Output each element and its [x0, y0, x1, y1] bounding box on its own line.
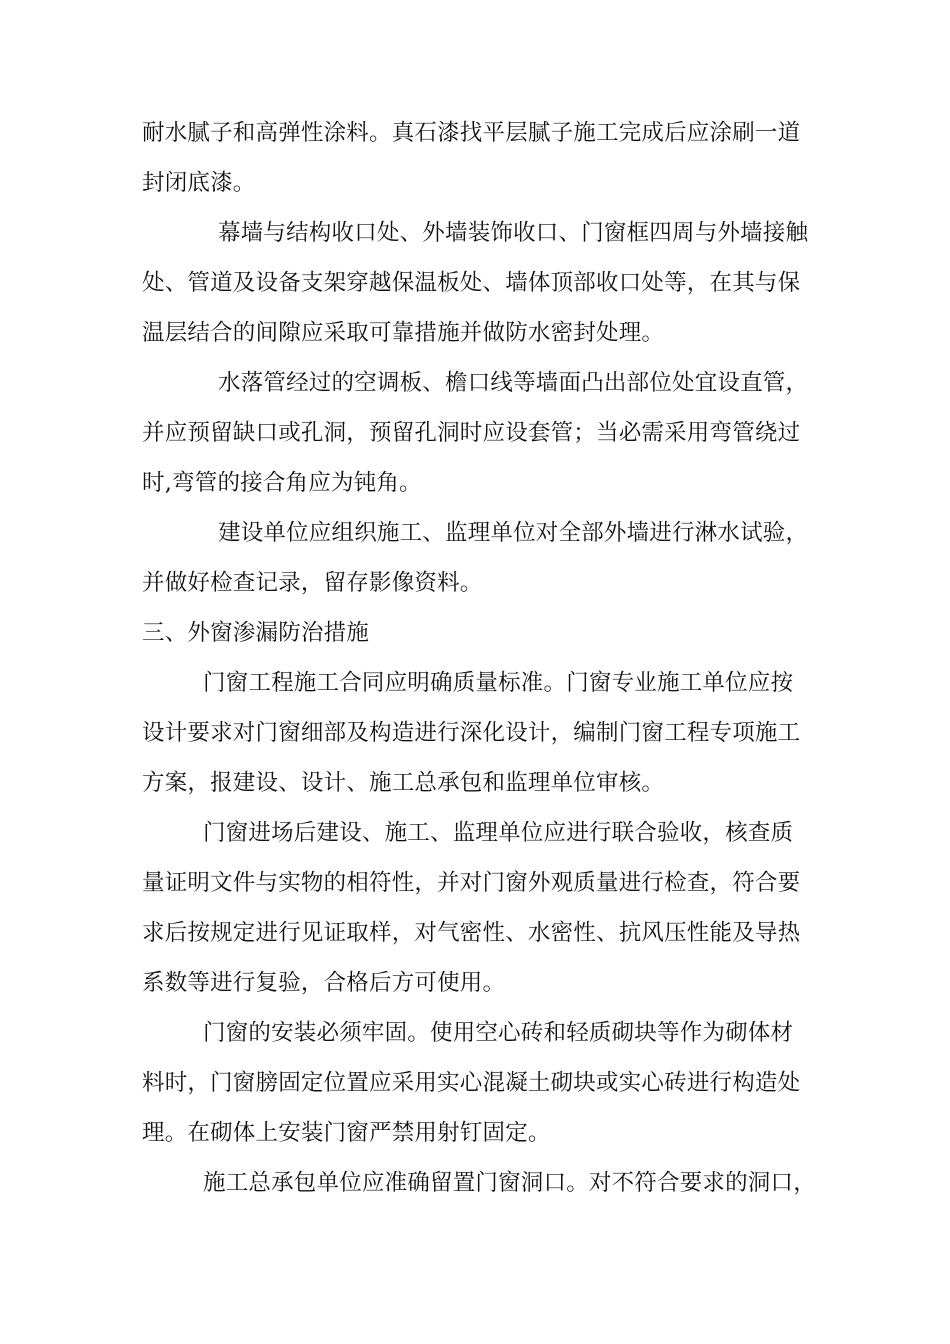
paragraph-first-line: 幕墙与结构收口处、外墙装饰收口、门窗框四周与外墙接触 — [218, 220, 809, 246]
text-line: 求后按规定进行见证取样，对气密性、水密性、抗风压性能及导热 — [142, 920, 801, 946]
text-line: 量证明文件与实物的相符性，并对门窗外观质量进行检查，符合要 — [142, 870, 801, 896]
text-line: 耐水腻子和高弹性涂料。真石漆找平层腻子施工完成后应涂刷一道 — [142, 120, 801, 146]
text-line: 料时，门窗膀固定位置应采用实心混凝土砌块或实心砖进行构造处 — [142, 1070, 801, 1096]
text-line: 理。在砌体上安装门窗严禁用射钉固定。 — [142, 1120, 551, 1146]
paragraph-first-line: 门窗工程施工合同应明确质量标准。门窗专业施工单位应按 — [203, 670, 794, 696]
paragraph-first-line: 建设单位应组织施工、监理单位对全部外墙进行淋水试验， — [218, 520, 809, 546]
text-line: 系数等进行复验，合格后方可使用。 — [142, 970, 506, 996]
text-line: 并做好检查记录，留存影像资料。 — [142, 570, 483, 596]
paragraph-first-line: 施工总承包单位应准确留置门窗洞口。对不符合要求的洞口， — [203, 1170, 816, 1196]
paragraph-first-line: 门窗进场后建设、施工、监理单位应进行联合验收，核查质 — [203, 820, 794, 846]
text-line: 封闭底漆。 — [142, 170, 256, 196]
text-line: 方案，报建设、设计、施工总承包和监理单位审核。 — [142, 770, 665, 796]
paragraph-first-line: 水落管经过的空调板、檐口线等墙面凸出部位处宜设直管， — [218, 370, 809, 396]
text-line: 并应预留缺口或孔洞，预留孔洞时应设套管；当必需采用弯管绕过 — [142, 420, 801, 446]
text-line: 温层结合的间隙应采取可靠措施并做防水密封处理。 — [142, 320, 665, 346]
text-line: 时,弯管的接合角应为钝角。 — [142, 470, 422, 496]
section-heading: 三、外窗渗漏防治措施 — [142, 620, 370, 646]
paragraph-first-line: 门窗的安装必须牢固。使用空心砖和轻质砌块等作为砌体材 — [203, 1020, 794, 1046]
text-line: 设计要求对门窗细部及构造进行深化设计，编制门窗工程专项施工 — [142, 720, 801, 746]
text-line: 处、管道及设备支架穿越保温板处、墙体顶部收口处等，在其与保 — [142, 270, 801, 296]
